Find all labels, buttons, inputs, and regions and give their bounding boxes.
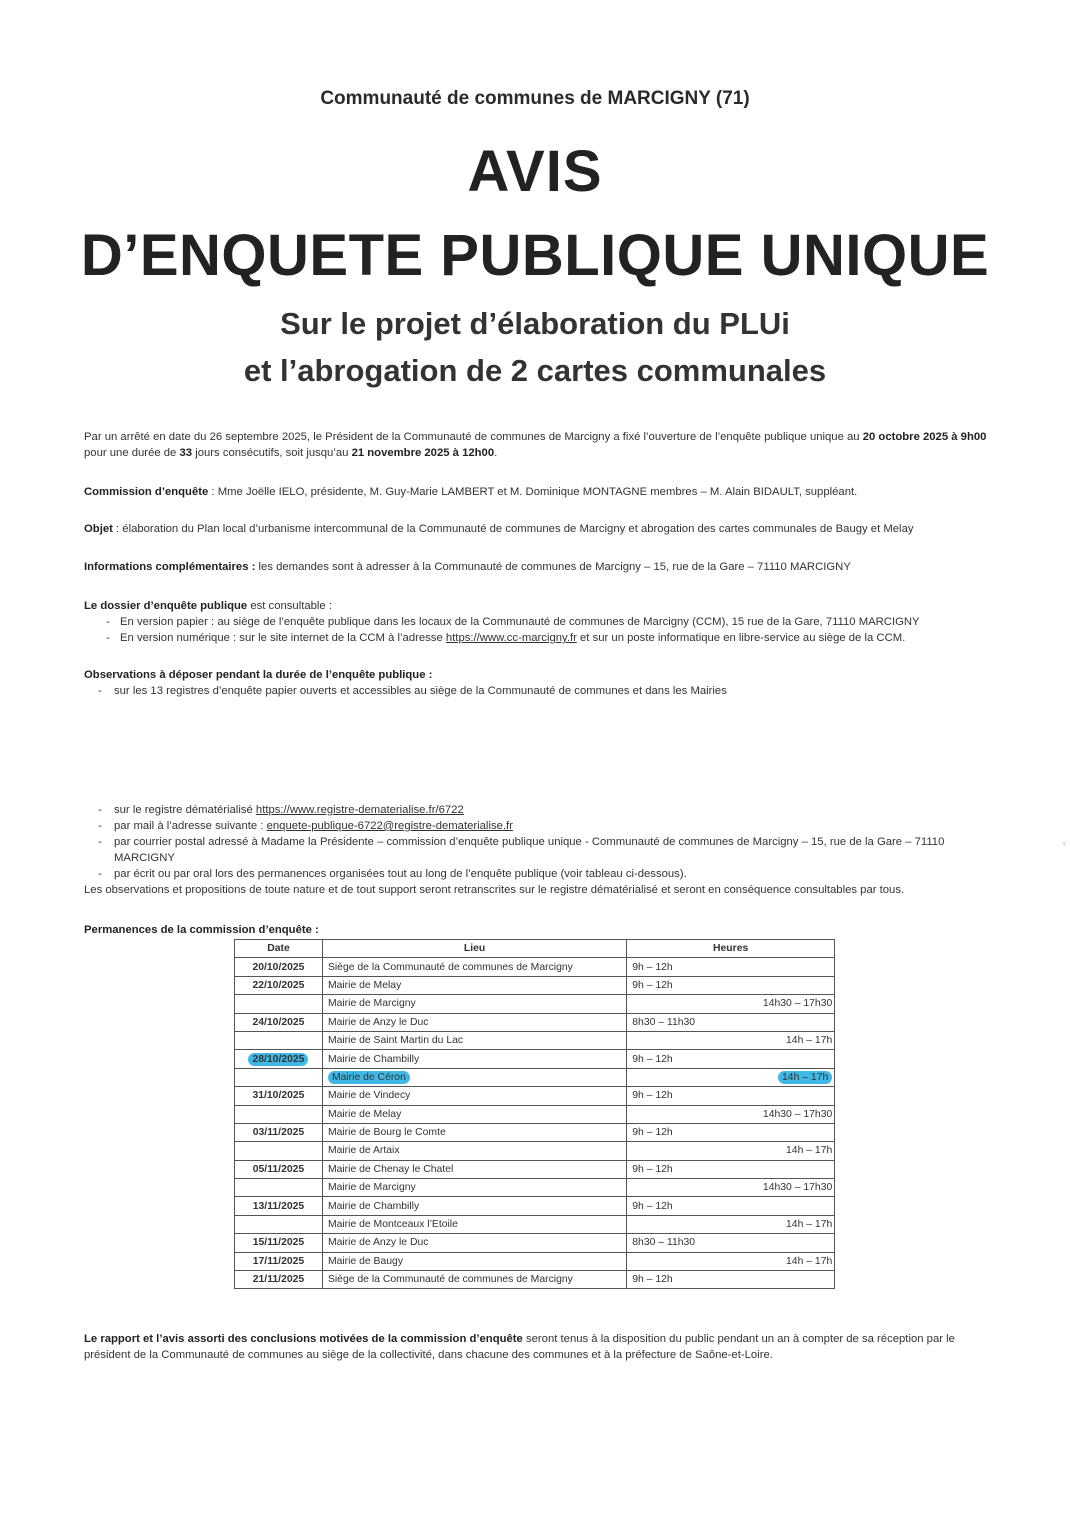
table-row xyxy=(235,1050,835,1068)
cell-date xyxy=(235,1142,323,1160)
cell-heures xyxy=(627,1271,835,1289)
hours-afternoon: 14h – 17h xyxy=(786,1035,833,1047)
hours-afternoon: 14h30 – 17h30 xyxy=(762,1108,833,1120)
table-row xyxy=(235,1271,835,1289)
cell-lieu: Mairie de Chambilly xyxy=(322,1050,626,1068)
table-row xyxy=(235,1252,835,1270)
cell-heures xyxy=(627,1050,835,1068)
intro-paragraph: Par un arrêté en date du 26 septembre 2025, le Président de la Communauté de communes de Marcigny a fixé l’ouverture de l’enquête publique unique au 20 octobre 2025 à 9h00 pour une durée de 33 jours consécutifs, soit jusqu’au 21 novembre 2025 à 12h00. xyxy=(84,431,987,459)
cell-lieu: Mairie de Marcigny xyxy=(322,995,626,1013)
cell-date: 22/10/2025 xyxy=(235,976,323,994)
hours-morning: 9h – 12h xyxy=(632,979,673,991)
hours-afternoon: 14h – 17h xyxy=(786,1145,833,1157)
hours-afternoon: 14h – 17h xyxy=(786,1255,833,1267)
table-row xyxy=(235,995,835,1013)
cell-heures xyxy=(627,976,835,994)
cell-heures xyxy=(627,1215,835,1233)
cell-heures xyxy=(627,958,835,976)
table-row xyxy=(235,976,835,994)
hours-morning: 8h30 – 11h30 xyxy=(632,1016,696,1028)
subtitle-line-1: Sur le projet d’élaboration du PLUi xyxy=(280,306,790,341)
dossier-section: Le dossier d’enquête publique est consultable : - En version papier : au siège de l’enquête publique dans les locaux de la Communauté de communes de Marcigny (CCM), 15 rue de la Gare, 71110 MARCIGNY - En version numérique : sur le site internet de la CCM à l’adresse https://www.cc-marcigny.fr et sur un poste informatique en libre-service au siège de la CCM. xyxy=(84,598,989,646)
cell-heures xyxy=(627,1179,835,1197)
observations-list-top xyxy=(84,683,989,699)
cell-lieu: Mairie de Baugy xyxy=(322,1252,626,1270)
list-item: - par courrier postal adressé à Madame la Présidente – commission d’enquête publique unique - Communauté de communes de Marcigny – 15, rue de la Gare – 71110 MARCIGNY xyxy=(84,834,989,866)
permanences-label: Permanences de la commission d’enquête : xyxy=(84,924,319,936)
cell-date: 31/10/2025 xyxy=(235,1087,323,1105)
cell-heures xyxy=(627,1234,835,1252)
cell-heures xyxy=(627,1105,835,1123)
cell-lieu: Mairie de Vindecy xyxy=(322,1087,626,1105)
list-item: - En version numérique : sur le site internet de la CCM à l’adresse https://www.cc-marcigny.fr et sur un poste informatique en libre-service au siège de la CCM. xyxy=(84,630,989,646)
cell-lieu: Mairie de Bourg le Comte xyxy=(322,1123,626,1141)
cell-heures xyxy=(627,1031,835,1049)
objet-paragraph: Objet : élaboration du Plan local d’urbanisme intercommunal de la Communauté de communes de Marcigny et abrogation des cartes communales de Baugy et Melay xyxy=(84,523,914,535)
cell-date xyxy=(235,1215,323,1233)
list-item: - En version papier : au siège de l’enquête publique dans les locaux de la Communauté de communes de Marcigny (CCM), 15 rue de la Gare, 71110 MARCIGNY xyxy=(84,614,989,630)
list-item: - par mail à l’adresse suivante : enquete-publique-6722@registre-dematerialise.fr xyxy=(84,818,989,834)
cell-heures xyxy=(627,1068,835,1086)
cell-lieu: Siège de la Communauté de communes de Marcigny xyxy=(322,1271,626,1289)
organization-name: Communauté de communes de MARCIGNY (71) xyxy=(320,88,750,109)
infos-paragraph: Informations complémentaires : les demandes sont à adresser à la Communauté de communes de Marcigny – 15, rue de la Gare – 71110 MARCIGNY xyxy=(84,561,851,573)
cell-date xyxy=(235,1068,323,1086)
permanences-table xyxy=(234,939,835,1289)
hours-morning: 9h – 12h xyxy=(632,1090,673,1102)
cell-heures xyxy=(627,1252,835,1270)
rapport-paragraph: Le rapport et l’avis assorti des conclusions motivées de la commission d’enquête seront tenus à la disposition du public pendant un an à compter de sa réception par le président de la Communauté de communes au siège de la collectivité, dans chacune des communes et à la préfecture de Saône-et-Loire. xyxy=(84,1333,955,1361)
rapport-label: Le rapport et l’avis assorti des conclusions motivées de la commission d’enquête xyxy=(84,1333,523,1345)
dossier-list xyxy=(84,614,989,646)
title-avis: AVIS xyxy=(467,139,603,204)
table-row xyxy=(235,1160,835,1178)
duration-days: 33 xyxy=(179,447,193,459)
hours-afternoon: 14h30 – 17h30 xyxy=(762,1182,833,1194)
cell-date: 05/11/2025 xyxy=(235,1160,323,1178)
cell-date xyxy=(235,1031,323,1049)
cell-heures xyxy=(627,1197,835,1215)
cell-date xyxy=(235,1179,323,1197)
cell-lieu: Mairie de Montceaux l’Etoile xyxy=(322,1215,626,1233)
hours-morning: 9h – 12h xyxy=(632,1053,673,1065)
cell-heures xyxy=(627,1087,835,1105)
hours-afternoon: 14h30 – 17h30 xyxy=(762,998,833,1010)
cell-lieu: Mairie de Saint Martin du Lac xyxy=(322,1031,626,1049)
table-row xyxy=(235,1031,835,1049)
title-main: D’ENQUETE PUBLIQUE UNIQUE xyxy=(80,223,990,288)
cell-heures xyxy=(627,1160,835,1178)
observations-label: Observations à déposer pendant la durée de l’enquête publique : xyxy=(84,669,433,681)
commission-label: Commission d’enquête xyxy=(84,486,209,498)
cell-lieu: Mairie de Céron xyxy=(322,1068,626,1086)
observations-closing: Les observations et propositions de toute nature et de tout support seront retranscrites sur le registre dématérialisé et seront en conséquence consultables par tous. xyxy=(84,884,905,896)
table-row xyxy=(235,1197,835,1215)
table-row xyxy=(235,1234,835,1252)
commission-paragraph: Commission d’enquête : Mme Joëlle IELO, présidente, M. Guy-Marie LAMBERT et M. Dominique MONTAGNE membres – M. Alain BIDAULT, suppléant. xyxy=(84,486,858,498)
table-row xyxy=(235,1215,835,1233)
cell-heures xyxy=(627,1142,835,1160)
list-item: - sur les 13 registres d’enquête papier ouverts et accessibles au siège de la Communauté de communes et dans les Mairies xyxy=(84,683,989,699)
cell-lieu: Mairie de Melay xyxy=(322,1105,626,1123)
table-row xyxy=(235,1013,835,1031)
cell-date: 03/11/2025 xyxy=(235,1123,323,1141)
table-row xyxy=(235,1068,835,1086)
observations-section-bottom xyxy=(84,802,989,898)
registre-link[interactable]: https://www.registre-dematerialise.fr/6722 xyxy=(255,804,464,816)
header-lieu: Lieu xyxy=(322,940,626,958)
header-date: Date xyxy=(235,940,323,958)
cell-date: 24/10/2025 xyxy=(235,1013,323,1031)
objet-label: Objet xyxy=(84,523,113,535)
table-row xyxy=(235,1087,835,1105)
end-date: 21 novembre 2025 à 12h00 xyxy=(351,447,495,459)
cell-lieu: Siège de la Communauté de communes de Marcigny xyxy=(322,958,626,976)
list-item: - par écrit ou par oral lors des permanences organisées tout au long de l’enquête publique (voir tableau ci-dessous). xyxy=(84,866,989,882)
cell-date: 20/10/2025 xyxy=(235,958,323,976)
hours-afternoon: 14h – 17h xyxy=(786,1219,833,1231)
table-header-row xyxy=(235,940,835,958)
subtitle-line-2: et l’abrogation de 2 cartes communales xyxy=(243,353,827,388)
hours-morning: 9h – 12h xyxy=(632,961,673,973)
permanences-label-block xyxy=(84,922,989,938)
table-row xyxy=(235,1105,835,1123)
ccm-website-link[interactable]: https://www.cc-marcigny.fr xyxy=(445,632,577,644)
cell-lieu: Mairie de Marcigny xyxy=(322,1179,626,1197)
hours-morning: 9h – 12h xyxy=(632,1200,673,1212)
scan-mark: ‹ xyxy=(1062,838,1066,849)
cell-heures xyxy=(627,995,835,1013)
cell-date: 17/11/2025 xyxy=(235,1252,323,1270)
email-link[interactable]: enquete-publique-6722@registre-dematerialise.fr xyxy=(266,820,513,832)
cell-date: 15/11/2025 xyxy=(235,1234,323,1252)
cell-date: 13/11/2025 xyxy=(235,1197,323,1215)
cell-lieu: Mairie de Anzy le Duc xyxy=(322,1234,626,1252)
infos-label: Informations complémentaires : xyxy=(84,561,256,573)
cell-heures xyxy=(627,1013,835,1031)
table-row xyxy=(235,1123,835,1141)
observations-list-bottom xyxy=(84,802,989,882)
dossier-label: Le dossier d’enquête publique xyxy=(84,600,248,612)
cell-lieu: Mairie de Artaix xyxy=(322,1142,626,1160)
hours-morning: 8h30 – 11h30 xyxy=(632,1237,696,1249)
cell-lieu: Mairie de Anzy le Duc xyxy=(322,1013,626,1031)
cell-date: 21/11/2025 xyxy=(235,1271,323,1289)
observations-section-top xyxy=(84,667,989,699)
hours-morning: 9h – 12h xyxy=(632,1127,673,1139)
cell-date xyxy=(235,1105,323,1123)
cell-date xyxy=(235,995,323,1013)
start-date: 20 octobre 2025 à 9h00 xyxy=(862,431,987,443)
permanences-table-body xyxy=(235,958,835,1289)
cell-date: 28/10/2025 xyxy=(235,1050,323,1068)
list-item: - sur le registre dématérialisé https://www.registre-dematerialise.fr/6722 xyxy=(84,802,989,818)
table-row xyxy=(235,958,835,976)
cell-lieu: Mairie de Chenay le Chatel xyxy=(322,1160,626,1178)
cell-lieu: Mairie de Chambilly xyxy=(322,1197,626,1215)
header-heures: Heures xyxy=(627,940,835,958)
hours-afternoon: 14h – 17h xyxy=(732,1072,832,1083)
hours-morning: 9h – 12h xyxy=(632,1274,673,1286)
hours-morning: 9h – 12h xyxy=(632,1163,673,1175)
table-row xyxy=(235,1179,835,1197)
table-row xyxy=(235,1142,835,1160)
cell-heures xyxy=(627,1123,835,1141)
cell-lieu: Mairie de Melay xyxy=(322,976,626,994)
